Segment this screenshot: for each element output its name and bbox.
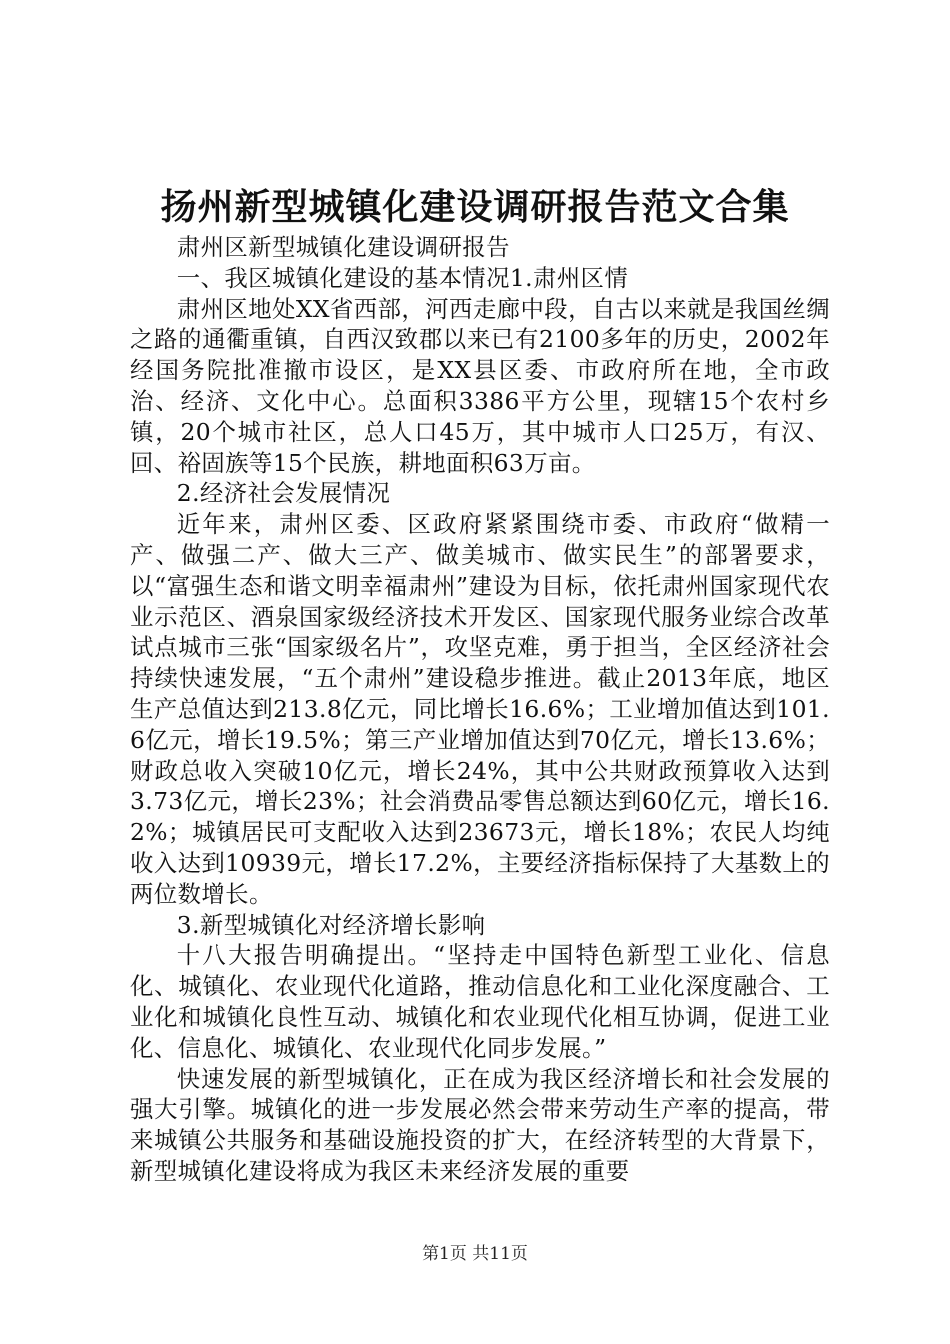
urbanization-engine-paragraph: 快速发展的新型城镇化，正在成为我区经济增长和社会发展的强大引擎。城镇化的进一步发展必然会带来劳动生产率的提高，带来城镇公共服务和基础设施投资的扩大，在经济转型的大背景下，新型城镇化建设将成为我区未来经济发展的重要 — [130, 1064, 830, 1185]
section-heading-2: 2.经济社会发展情况 — [176, 479, 391, 508]
subtitle-paragraph: 肃州区新型城镇化建设调研报告 — [176, 233, 510, 261]
district-overview-paragraph: 肃州区地处XX省西部，河西走廊中段，自古以来就是我国丝绸之路的通衢重镇，自西汉致郡以来已有2100多年的历史，2002年经国务院批准撤市设区，是XX县区委、市政府所在地，全市政治、经济、文化中心。总面积3386平方公里，现辖15个农村乡镇，20个城市社区，总人口45万，其中城市人口25万，有汉、回、裕固族等15个民族，耕地面积63万亩。 — [130, 294, 830, 477]
document-body — [130, 232, 830, 1187]
economic-development-paragraph: 近年来，肃州区委、区政府紧紧围绕市委、市政府“做精一产、做强二产、做大三产、做美城市、做实民生”的部署要求，以“富强生态和谐文明幸福肃州”建设为目标，依托肃州国家现代农业示范区、酒泉国家级经济技术开发区、国家现代服务业综合改革试点城市三张“国家级名片”，攻坚克难，勇于担当，全区经济社会持续快速发展，“五个肃州”建设稳步推进。截止2013年底，地区生产总值达到213.8亿元，同比增长16.6%；工业增加值达到101.6亿元，增长19.5%；第三产业增加值达到70亿元，增长13.6%；财政总收入突破10亿元，增长24%，其中公共财政预算收入达到3.73亿元，增长23%；社会消费品零售总额达到60亿元，增长16.2%；城镇居民可支配收入达到23673元，增长18%；农民人均纯收入达到10939元，增长17.2%，主要经济指标保持了大基数上的两位数增长。 — [130, 510, 830, 908]
page-footer: 第1页 共11页 — [422, 1244, 528, 1264]
section-heading-3: 3.新型城镇化对经济增长影响 — [176, 910, 486, 939]
document-title: 扬州新型城镇化建设调研报告范文合集 — [160, 186, 790, 228]
section-heading-1: 一、我区城镇化建设的基本情况1.肃州区情 — [176, 263, 629, 292]
report-quote-paragraph: 十八大报告明确提出。“坚持走中国特色新型工业化、信息化、城镇化、农业现代化道路，推动信息化和工业化深度融合、工业化和城镇化良性互动、城镇化和农业现代化相互协调，促进工业化、信息化、城镇化、农业现代化同步发展。” — [130, 941, 830, 1062]
